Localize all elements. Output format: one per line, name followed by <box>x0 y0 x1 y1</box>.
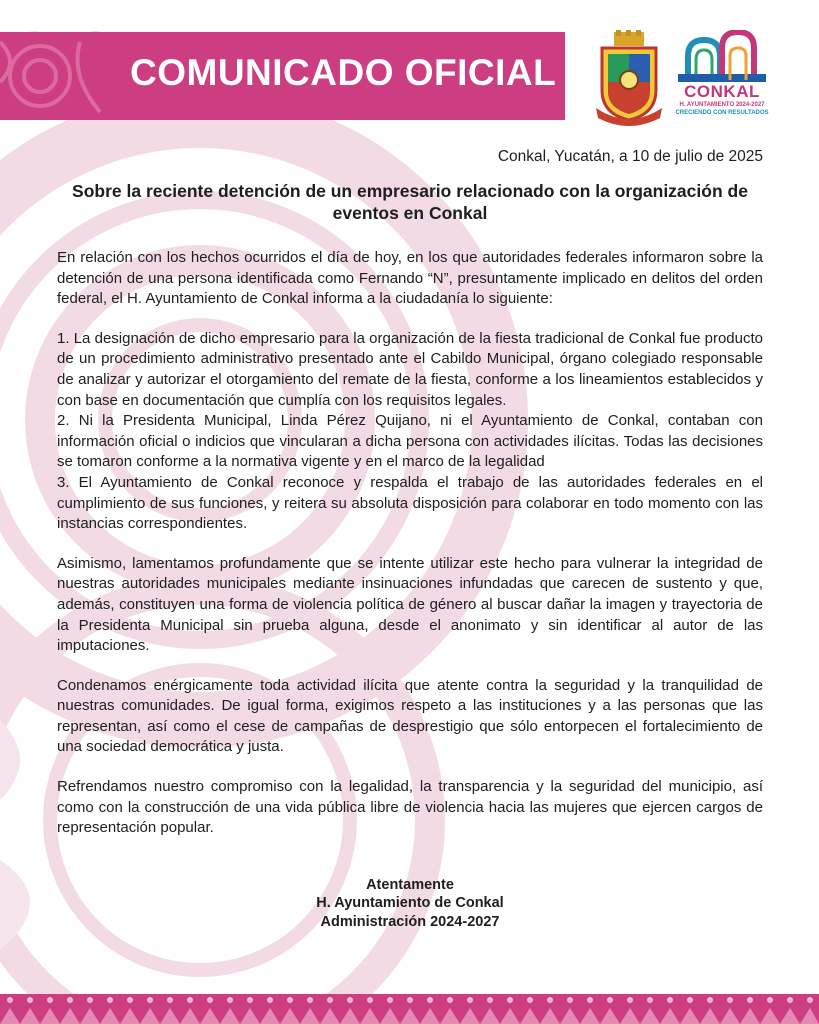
signature-period: Administración 2024-2027 <box>320 913 500 930</box>
bottom-decorative-border <box>0 994 819 1024</box>
paragraph: Refrendamos nuestro compromiso con la legalidad, la transparencia y la seguridad del municipio, así como con la construcción de una vida pública libre de violencia hacia las mujeres que ejercen cargos de representación popular. <box>57 778 763 837</box>
coat-of-arms-icon <box>594 30 664 126</box>
header-banner <box>0 32 565 120</box>
banner-ornament <box>0 32 120 120</box>
intro-paragraph: En relación con los hechos ocurridos el día de hoy, en los que autoridades federales informaron sobre la detención de una persona identificada como Fernando “N”, presuntamente implicado en delitos del orden federal, el H. Ayuntamiento de Conkal informa a la ciudadanía lo siguiente: <box>57 249 763 308</box>
signature-block <box>57 876 763 932</box>
page-title: COMUNICADO OFICIAL <box>130 52 557 93</box>
conkal-wordmark: CONKAL <box>684 82 760 101</box>
numbered-points <box>57 329 763 535</box>
point-item: 2. Ni la Presidenta Municipal, Linda Pérez Quijano, ni el Ayuntamiento de Conkal, contaban con información oficial o indicios que vincularan a dicha persona con actividades ilícitas. Todas las decisiones se tomaron conforme a la normativa vigente y en el marco de la legalidad <box>57 412 763 471</box>
logo-group <box>594 30 774 126</box>
document-body <box>57 148 763 931</box>
point-item: 1. La designación de dicho empresario para la organización de la fiesta tradicional de Conkal fue producto de un procedimiento administrativo presentado ante el Cabildo Municipal, órgano colegiado responsable de analizar y autorizar el otorgamiento del remate de la fiesta, conforme a los lineamientos establecidos y con base en documentación que cumplía con los requisitos legales. <box>57 329 763 409</box>
paragraph: Asimismo, lamentamos profundamente que se intente utilizar este hecho para vulnerar la integridad de nuestras autoridades municipales mediante insinuaciones infundadas que carecen de sustento y que, además, constituyen una forma de violencia política de género al buscar dañar la imagen y trayectoria de la Presidenta Municipal sin prueba alguna, desde el anonimato y sin identificar al autor de las imputaciones. <box>57 554 763 655</box>
headline: Sobre la reciente detención de un empresario relacionado con la organización de eventos en Conkal <box>72 181 748 223</box>
conkal-arches-icon <box>674 30 770 84</box>
conkal-logo <box>674 30 770 126</box>
conkal-admin-label: H. AYUNTAMIENTO 2024-2027 <box>679 102 765 108</box>
signature-entity: H. Ayuntamiento de Conkal <box>316 895 504 912</box>
point-item: 3. El Ayuntamiento de Conkal reconoce y respalda el trabajo de las autoridades federales en el cumplimiento de sus funciones, y reitera su absoluta disposición para colaborar en todo momento con las instancias correspondientes. <box>57 473 763 533</box>
dateline: Conkal, Yucatán, a 10 de julio de 2025 <box>497 148 763 165</box>
conkal-slogan: CRECIENDO CON RESULTADOS <box>675 110 769 116</box>
signature-closing: Atentamente <box>366 876 454 893</box>
paragraph: Condenamos enérgicamente toda actividad ilícita que atente contra la seguridad y la tranquilidad de nuestras comunidades. De igual forma, exigimos respeto a las instituciones y a las personas que las representan, así como el cese de campañas de desprestigio que sólo entorpecen el fortalecimiento de una sociedad democrática y justa. <box>57 676 763 756</box>
